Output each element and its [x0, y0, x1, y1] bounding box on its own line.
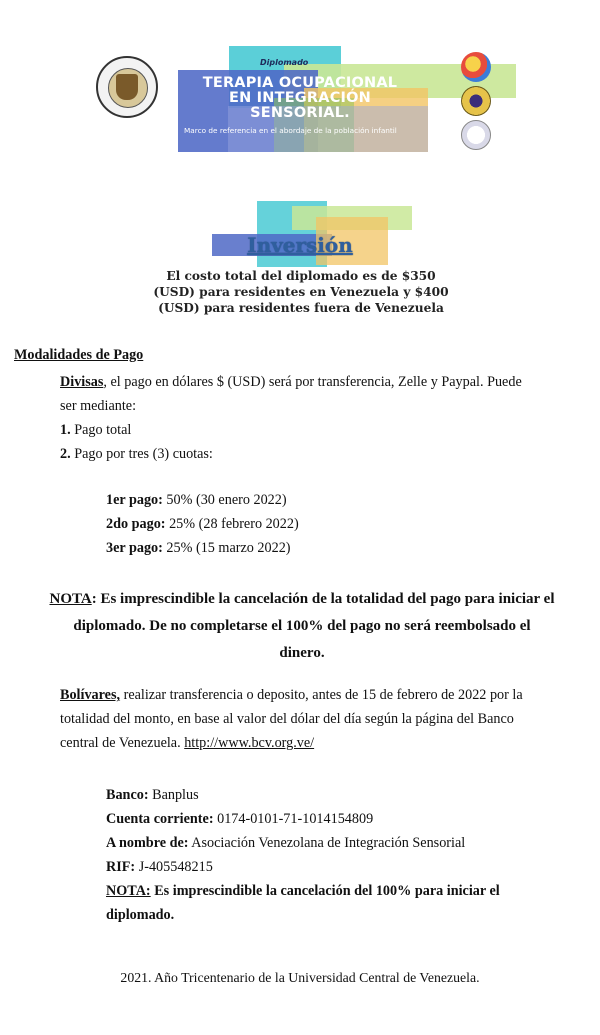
inversion-text: El costo total del diplomado es de $350 (USD) para residentes en Venezuela y $400 (USD) para residentes fuera de Venezuela [153, 269, 449, 315]
inversion-title: Inversión [247, 233, 353, 257]
bcv-link[interactable]: http://www.bcv.org.ve/ [184, 735, 315, 751]
bank-name: Banco: Banplus [106, 787, 199, 803]
partner-logo-2 [461, 86, 491, 116]
university-seal-logo [96, 56, 158, 118]
partner-logo-1 [461, 52, 491, 82]
bank-details: Banco: Banplus Cuenta corriente: 0174-0101-71-1014154809 A nombre de: Asociación Venezolana de Integración Sensorial RIF: J-405548215 NOTA: Es imprescindible la cancelación del 100% para iniciar el diplomado. [106, 783, 596, 927]
installment-3: 3er pago: 25% (15 marzo 2022) [106, 540, 291, 556]
installment-2: 2do pago: 25% (28 febrero 2022) [106, 516, 299, 532]
bolivares-paragraph: Bolívares, realizar transferencia o deposito, antes de 15 de febrero de 2022 por la totalidad del monto, en base al valor del dólar del día según la página del Banco central de Venezuela. http://www.bcv.org.ve/ [60, 687, 523, 751]
installments-list [106, 488, 299, 560]
nota-totalidad: NOTA: Es imprescindible la cancelación de la totalidad del pago para iniciar el diplomado. De no completarse el 100% del pago no será reembolsado el dinero. [49, 591, 555, 661]
banner-subtitle: Marco de referencia en el abordaje de la población infantil [184, 126, 397, 135]
bank-rif: RIF: J-405548215 [106, 859, 213, 875]
divisas-paragraph: Divisas, el pago en dólares $ (USD) será por transferencia, Zelle y Paypal. Puede ser mediante: 1. Pago total 2. Pago por tres (3) cuotas: [60, 374, 522, 462]
partner-logo-3 [461, 120, 491, 150]
payment-heading: Modalidades de Pago [14, 347, 144, 363]
header-banner [88, 44, 528, 158]
banner-title: TERAPIA OCUPACIONAL EN INTEGRACIÓN SENSORIAL. [202, 75, 398, 121]
bank-holder: A nombre de: Asociación Venezolana de Integración Sensorial [106, 835, 466, 851]
installment-1: 1er pago: 50% (30 enero 2022) [106, 492, 287, 508]
bank-nota: NOTA: Es imprescindible la cancelación del 100% para iniciar el [106, 883, 500, 899]
footer-text: 2021. Año Tricentenario de la Universidad Central de Venezuela. [120, 970, 480, 985]
bank-account: Cuenta corriente: 0174-0101-71-1014154809 [106, 811, 374, 827]
diploma-label: Diplomado [260, 58, 309, 67]
